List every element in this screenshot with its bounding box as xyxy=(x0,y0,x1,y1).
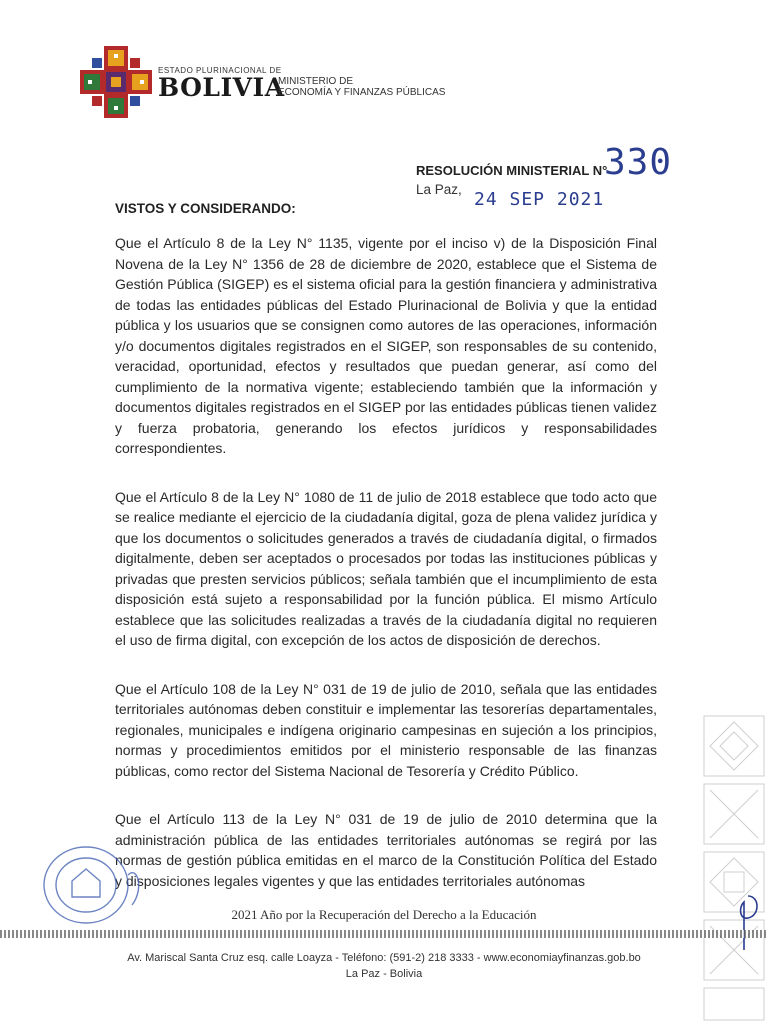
resolution-date-stamp: 24 SEP 2021 xyxy=(474,189,605,210)
section-title: VISTOS Y CONSIDERANDO: xyxy=(115,201,296,216)
footer-address-line-2: La Paz - Bolivia xyxy=(345,968,423,980)
ministry-name xyxy=(278,76,445,98)
paragraph: Que el Artículo 113 de la Ley N° 031 de 19 de julio de 2010 determina que la administración pública de las entidades territoriales autónomas se regirá por las normas de gestión pública emitidas en el marco de la Constitución Política del Estado y disposiciones legales vigentes y que las entidades territoriales autónomas xyxy=(115,811,657,889)
document-body xyxy=(115,233,657,919)
footer-divider xyxy=(0,930,768,938)
paragraph: Que el Artículo 108 de la Ley N° 031 de 19 de julio de 2010, señala que las entidades territoriales autónomas deben constituir e implementar las tesorerías departamentales, regionales, municipales e indígena originario campesinas en sujeción a los principios, normas y procedimientos emitidos por el ministerio responsable de las finanzas públicas, como rector del Sistema Nacional de Tesorería y Crédito Público. xyxy=(115,680,657,779)
paragraph: Que el Artículo 8 de la Ley N° 1135, vigente por el inciso v) de la Disposición Final Novena de la Ley N° 1356 de 28 de diciembre de 2020, establece que el Sistema de Gestión Pública (SIGEP) es el sistema oficial para la gestión financiera y administrativa de todas las entidades públicas del Estado Plurinacional de Bolivia y que la entidad pública y los usuarios que se consignen como autores de las operaciones, información y/o documentos digitales registrados en el SIGEP, son responsables de su contenido, veracidad, oportunidad, efectos y resultados que puedan generar, así como del cumplimiento de la normativa vigente; estableciendo también que la información y documentos digitales registrados en el SIGEP por las entidades públicas tienen validez y fuerza probatoria, generando los efectos jurídicos y responsabilidades correspondientes. xyxy=(115,235,657,456)
ministry-line-1: MINISTERIO DE xyxy=(278,76,354,87)
bolivia-emblem-icon xyxy=(78,44,154,120)
footer-address-line-1: Av. Mariscal Santa Cruz esq. calle Loayza - Teléfono: (591-2) 218 3333 - www.economiayfinanzas.gob.bo xyxy=(127,952,641,964)
paragraph: Que el Artículo 8 de la Ley N° 1080 de 11 de julio de 2018 establece que todo acto que se realice mediante el ejercicio de la ciudadanía digital, goza de plena validez jurídica y que los documentos o solicitudes generados a través de ciudadanía digital, o firmados digitalmente, deben ser aceptados o procesados por todas las instituciones públicas y privadas que presten servicios públicos; señala también que el incumplimiento de esta disposición está sujeto a responsabilidad por la función pública. El mismo Artículo establece que las solicitudes realizadas a través de la ciudadanía digital no requieren el uso de firma digital, con excepción de los actos de disposición de derechos. xyxy=(115,488,657,648)
footer-address xyxy=(0,950,768,982)
ministry-line-2: ECONOMÍA Y FINANZAS PÚBLICAS xyxy=(278,87,446,98)
footer-motto: 2021 Año por la Recuperación del Derecho a la Educación xyxy=(231,907,537,922)
resolution-city: La Paz, xyxy=(416,182,462,197)
brand-block xyxy=(158,66,285,101)
resolution-title: RESOLUCIÓN MINISTERIAL N° xyxy=(416,163,608,178)
brand-state-label: ESTADO PLURINACIONAL DE xyxy=(158,66,282,75)
resolution-number: 330 xyxy=(604,142,673,183)
brand-country-name: BOLIVIA xyxy=(158,73,285,102)
